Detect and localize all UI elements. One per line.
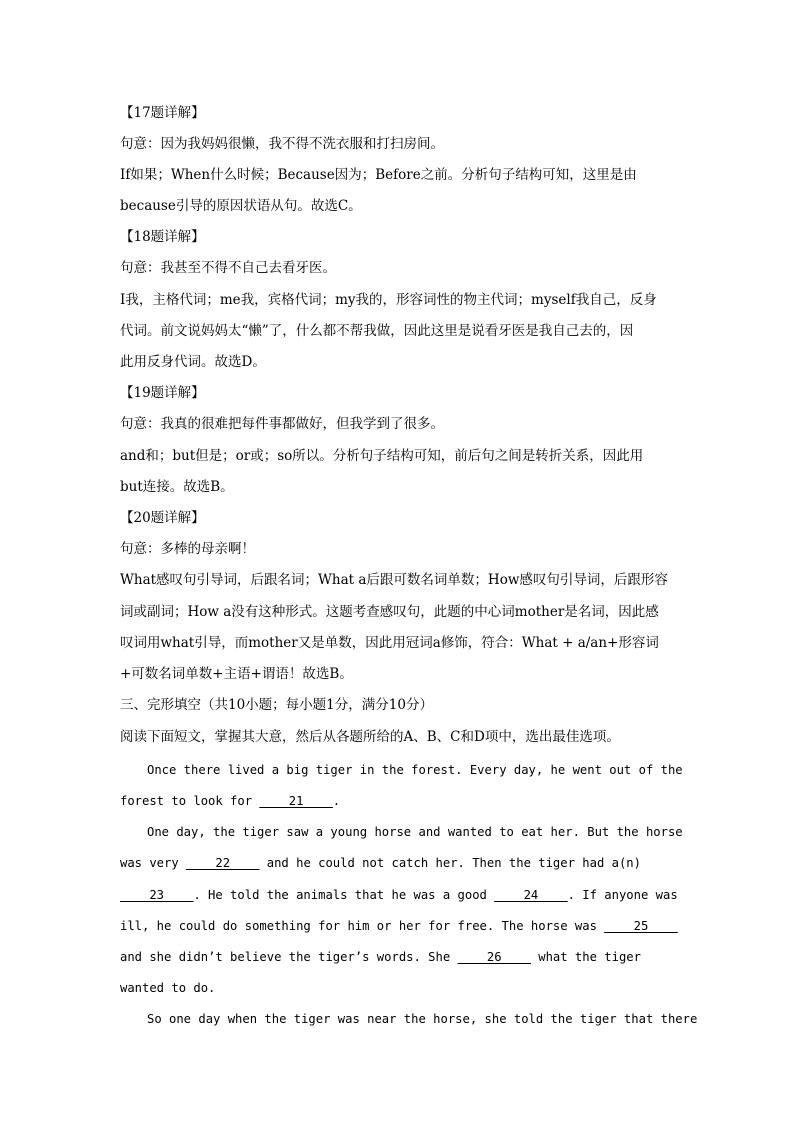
q17-explanation-line-1: If如果；When什么时候；Because因为；Before之前。分析句子结构可知，这里是由: [120, 167, 637, 183]
q19-explanation-line-2: but连接。故选B。: [120, 479, 234, 495]
blank-26: ____26____: [457, 950, 531, 964]
q20-header: 【20题详解】: [120, 510, 205, 526]
blank-22: ____22____: [186, 856, 260, 870]
passage-text: and she didn’t believe the tiger’s words. She: [120, 950, 458, 964]
q20-explanation-line-4: +可数名词单数+主语+谓语！故选B。: [120, 666, 353, 682]
passage-text: was very: [120, 856, 187, 870]
passage-text: forest to look for: [120, 794, 260, 808]
q20-explanation-line-1: What感叹句引导词，后跟名词；What a后跟可数名词单数；How感叹句引导词，后跟形容: [120, 572, 668, 588]
q17-explanation-line-2: because引导的原因状语从句。故选C。: [120, 198, 362, 214]
passage-line: So one day when the tiger was near the horse, she told the tiger that there: [147, 1012, 698, 1026]
passage-text: ill, he could do something for him or her for free. The horse was: [120, 919, 605, 933]
blank-25: ____25____: [604, 919, 678, 933]
passage-text: . If anyone was: [567, 888, 678, 902]
q20-meaning: 句意：多棒的母亲啊！: [120, 541, 255, 557]
passage-line: wanted to do.: [120, 981, 216, 995]
q19-explanation-line-1: and和；but但是；or或；so所以。分析句子结构可知，前后句之间是转折关系，因此用: [120, 448, 644, 464]
passage-text: . He told the animals that he was a good: [193, 888, 495, 902]
q18-meaning: 句意：我甚至不得不自己去看牙医。: [120, 260, 336, 276]
passage-line: [120, 853, 641, 873]
q20-explanation-line-3: 叹词用what引导，而mother又是单数，因此用冠词a修饰，符合：What + a/an+形容词: [120, 635, 659, 651]
passage-line: One day, the tiger saw a young horse and wanted to eat her. But the horse: [147, 825, 683, 839]
blank-23: ____23____: [120, 888, 194, 902]
passage-line: Once there lived a big tiger in the forest. Every day, he went out of the: [147, 763, 683, 777]
passage-line: [120, 791, 340, 811]
q18-explanation-line-2: 代词。前文说妈妈太“懒”了，什么都不帮我做，因此这里是说看牙医是我自己去的，因: [120, 323, 634, 339]
passage-line: [120, 916, 678, 936]
q18-header: 【18题详解】: [120, 229, 205, 245]
q19-meaning: 句意：我真的很难把每件事都做好，但我学到了很多。: [120, 416, 444, 432]
q17-header: 【17题详解】: [120, 105, 205, 121]
q17-meaning: 句意：因为我妈妈很懒，我不得不洗衣服和打扫房间。: [120, 136, 444, 152]
passage-text: what the tiger: [530, 950, 641, 964]
passage-text: and he could not catch her. Then the tiger had a(n): [259, 856, 641, 870]
cloze-section-title: 三、完形填空（共10小题；每小题1分，满分10分）: [120, 697, 433, 713]
blank-21: ____21____: [259, 794, 333, 808]
q20-explanation-line-2: 词或副词；How a没有这种形式。这题考查感叹句，此题的中心词mother是名词，因此感: [120, 604, 659, 620]
q18-explanation-line-3: 此用反身代词。故选D。: [120, 354, 266, 370]
q19-header: 【19题详解】: [120, 385, 205, 401]
passage-line: [120, 947, 641, 967]
q18-explanation-line-1: I我，主格代词；me我，宾格代词；my我的，形容词性的物主代词；myself我自己，反身: [120, 292, 657, 308]
cloze-instruction: 阅读下面短文，掌握其大意，然后从各题所给的A、B、C和D项中，选出最佳选项。: [120, 729, 620, 745]
passage-line: [120, 885, 678, 905]
passage-text: .: [332, 794, 341, 808]
blank-24: ____24____: [494, 888, 568, 902]
